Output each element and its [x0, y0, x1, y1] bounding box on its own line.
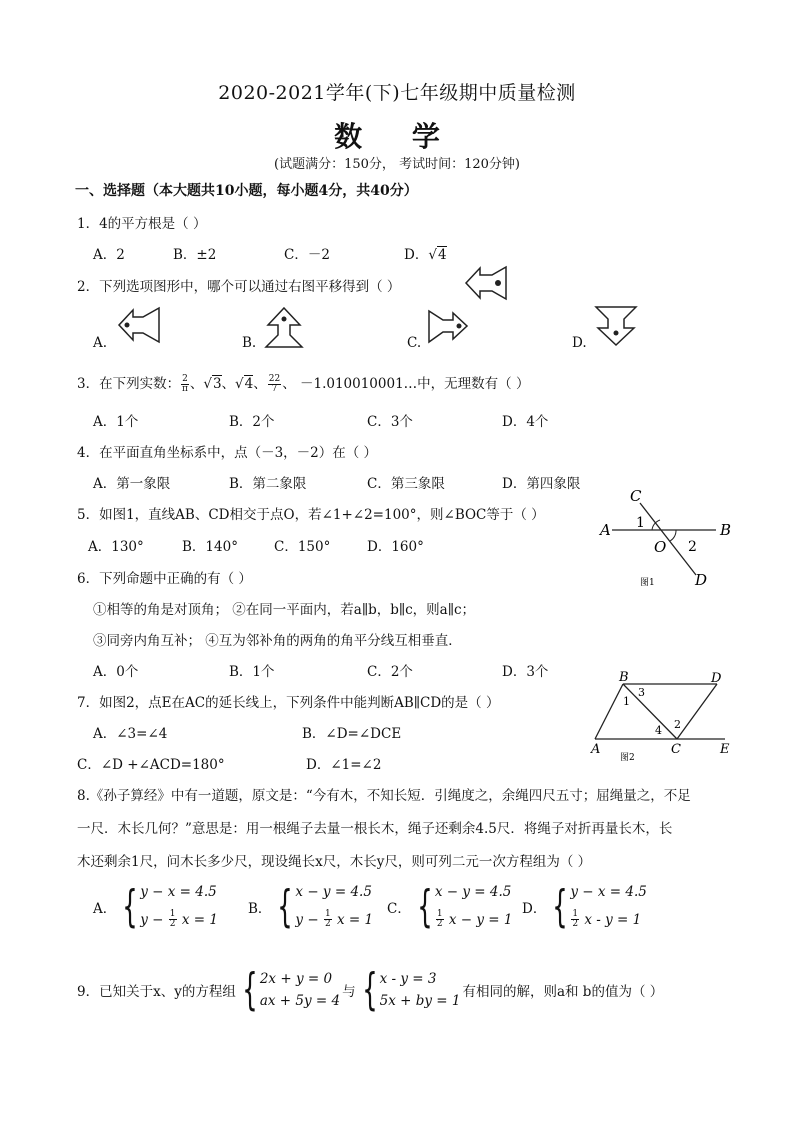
fig2-angle-4: 4	[655, 724, 662, 737]
q8-line-3: 木还剩余1尺，问木长多少尺，现设绳长x尺，木长y尺，则可列二元一次方程组为（ ）	[77, 854, 592, 870]
q2-shape-a	[115, 306, 165, 346]
q1-stem: 1．4的平方根是（ ）	[77, 216, 207, 232]
q4-option-a: A．第一象限	[93, 476, 171, 492]
q5-option-d: D．160°	[367, 539, 424, 555]
figure-1	[596, 485, 746, 595]
fig2-angle-3: 3	[638, 686, 645, 699]
q7-stem: 7．如图2，点E在AC的延长线上，下列条件中能判断AB∥CD的是（ ）	[77, 695, 500, 711]
q8-option-c: C． { x − y = 4.5 $\frac{1}{2}$ x − y = 1	[387, 880, 513, 932]
subject-title: 数 学	[334, 120, 460, 153]
q8-line-2: 一尺．木长几何？”意思是：用一根绳子去量一根长木，绳子还剩余4.5尺．将绳子对折再量长木，长	[77, 821, 673, 837]
q2-reference-shape	[458, 263, 518, 305]
q2-shape-d	[592, 304, 640, 348]
q9-stem: 9．已知关于x、y的方程组 { 2x + y = 0 ax + 5y = 4 与 { x - y = 3 5x + by = 1 有相同的解，则a和 b的值为（ ）	[77, 964, 664, 1015]
q6-statements-1: ①相等的角是对顶角； ②在同一平面内，若a∥b，b∥c，则a∥c；	[93, 602, 476, 618]
q7-option-c: C．∠D +∠ACD=180°	[77, 757, 225, 773]
fig2-label-b: B	[619, 670, 629, 685]
q1-option-d: D．√4	[404, 247, 447, 263]
fig1-label-b: B	[720, 521, 732, 539]
q8-option-b: B． { x − y = 4.5 y − $\frac{1}{2}$ x = 1	[248, 880, 374, 932]
q4-option-b: B．第二象限	[229, 476, 307, 492]
fig1-label-d: D	[695, 571, 708, 589]
fig1-angle-1: 1	[636, 515, 645, 531]
fig1-label-a: A	[600, 521, 611, 539]
fig1-label-o: O	[654, 538, 667, 556]
q8-line-1: 8.《孙子算经》中有一道题，原文是：“今有木，不知长短．引绳度之，余绳四尺五寸；屈绳量之，不足	[77, 788, 691, 804]
q2-stem: 2．下列选项图形中，哪个可以通过右图平移得到（ ）	[77, 279, 401, 295]
q2-shape-b	[262, 305, 306, 351]
q7-option-d: D．∠1=∠2	[306, 757, 382, 773]
fig1-angle-2: 2	[688, 539, 697, 555]
fig2-label-e: E	[720, 742, 730, 757]
q2-shape-c	[425, 308, 471, 346]
q2-option-a: A.	[93, 335, 108, 351]
q5-option-a: A．130°	[88, 539, 144, 555]
q5-option-b: B．140°	[182, 539, 238, 555]
q6-statements-2: ③同旁内角互补； ④互为邻补角的两角的角平分线互相垂直．	[93, 633, 462, 649]
q2-option-b: B.	[242, 335, 257, 351]
q7-option-b: B．∠D=∠DCE	[302, 726, 402, 742]
q6-option-d: D．3个	[502, 664, 549, 680]
exam-meta: (试题满分：150分， 考试时间：120分钟)	[274, 157, 520, 172]
q5-option-c: C．150°	[274, 539, 331, 555]
q8-option-a: A． { y − x = 4.5 y − $\frac{1}{2}$ x = 1	[93, 880, 218, 932]
q6-option-b: B．1个	[229, 664, 275, 680]
q3-stem: 3．在下列实数： $\frac{2}{\pi}$ 、√3、√4、 $\frac{22}{7}$ 、 －1.010010001…中，无理数有（ ）	[77, 374, 530, 394]
q5-stem: 5．如图1，直线AB、CD相交于点O，若∠1+∠2=100°，则∠BOC等于（ ）	[77, 507, 545, 523]
fig2-angle-1: 1	[623, 695, 630, 708]
q2-option-c: C.	[407, 335, 422, 351]
fig2-label-a: A	[591, 742, 601, 757]
fig1-label-c: C	[630, 487, 642, 505]
q2-option-d: D.	[572, 335, 587, 351]
q3-option-d: D．4个	[502, 414, 549, 430]
q6-stem: 6．下列命题中正确的有（ ）	[77, 571, 252, 587]
q3-option-c: C．3个	[367, 414, 413, 430]
q7-option-a: A．∠3=∠4	[93, 726, 168, 742]
section-heading: 一、选择题（本大题共10小题，每小题4分，共40分）	[75, 183, 418, 199]
q3-option-a: A．1个	[93, 414, 139, 430]
fig2-label-d: D	[711, 671, 722, 686]
q1-option-a: A．2	[93, 247, 125, 263]
figure-2	[583, 670, 743, 762]
q4-option-d: D．第四象限	[502, 476, 581, 492]
q1-option-c: C．－2	[284, 247, 330, 263]
q4-option-c: C．第三象限	[367, 476, 445, 492]
exam-title: 2020-2021学年(下)七年级期中质量检测	[218, 82, 576, 104]
fig2-caption: 图2	[620, 753, 635, 762]
fig2-label-c: C	[671, 742, 681, 757]
q4-stem: 4．在平面直角坐标系中，点（－3，－2）在（ ）	[77, 445, 378, 461]
fig1-caption: 图1	[640, 578, 655, 588]
fig2-angle-2: 2	[674, 718, 681, 731]
q8-option-d: D． { y − x = 4.5 $\frac{1}{2}$ x - y = 1	[522, 880, 647, 932]
q6-option-c: C．2个	[367, 664, 413, 680]
q3-option-b: B．2个	[229, 414, 275, 430]
q1-option-b: B．±2	[173, 247, 217, 263]
q6-option-a: A．0个	[93, 664, 139, 680]
